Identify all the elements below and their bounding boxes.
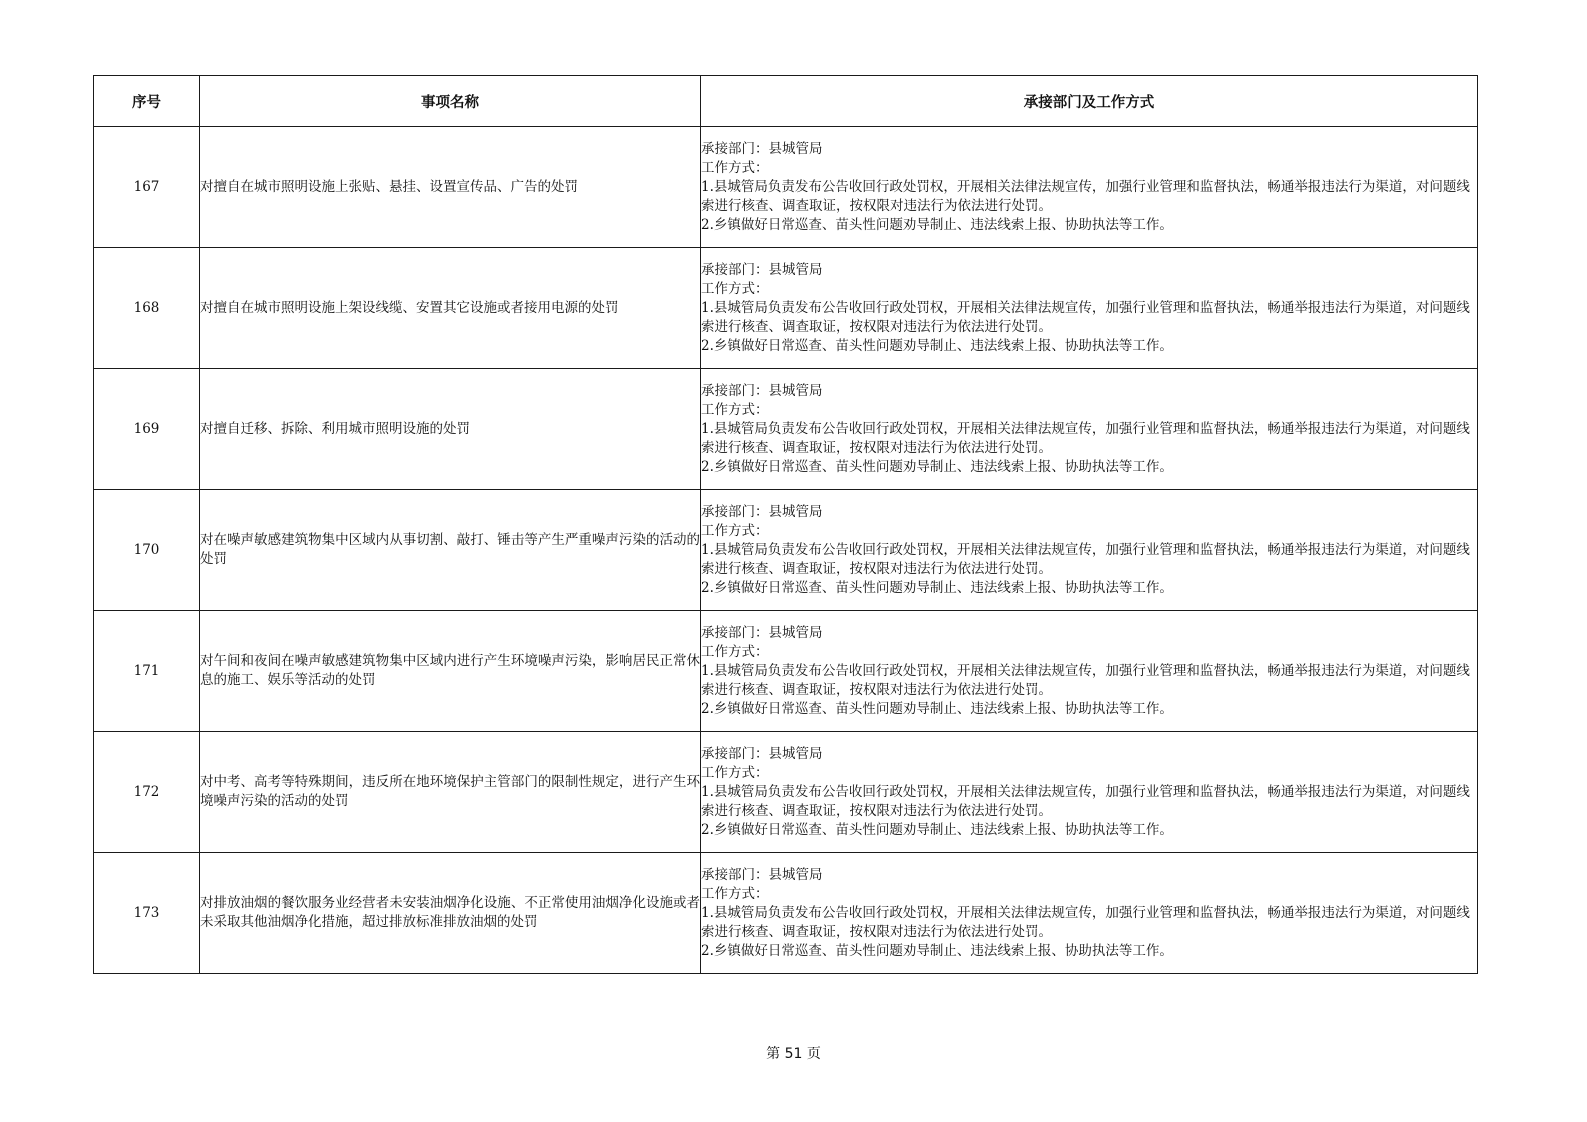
department-line: 承接部门：县城管局 — [701, 624, 823, 641]
method-label-line: 工作方式： — [701, 280, 769, 297]
serial-number-cell: 172 — [94, 732, 200, 853]
method-step-2: 2.乡镇做好日常巡查、苗头性问题劝导制止、违法线索上报、协助执法等工作。 — [701, 337, 1173, 354]
table-header-row — [94, 76, 1478, 127]
serial-number-cell: 171 — [94, 611, 200, 732]
method-step-2: 2.乡镇做好日常巡查、苗头性问题劝导制止、违法线索上报、协助执法等工作。 — [701, 942, 1173, 959]
method-step-1: 1.县城管局负责发布公告收回行政处罚权，开展相关法律法规宣传，加强行业管理和监督执法，畅通举报违法行为渠道，对问题线索进行核查、调查取证，按权限对违法行为依法进行处罚。 — [701, 662, 1470, 698]
department-method-cell — [701, 611, 1478, 732]
method-step-1: 1.县城管局负责发布公告收回行政处罚权，开展相关法律法规宣传，加强行业管理和监督执法，畅通举报违法行为渠道，对问题线索进行核查、调查取证，按权限对违法行为依法进行处罚。 — [701, 178, 1470, 214]
method-label-line: 工作方式： — [701, 401, 769, 418]
table-row — [94, 369, 1478, 490]
department-method-cell — [701, 853, 1478, 974]
table-row — [94, 490, 1478, 611]
method-step-1: 1.县城管局负责发布公告收回行政处罚权，开展相关法律法规宣传，加强行业管理和监督执法，畅通举报违法行为渠道，对问题线索进行核查、调查取证，按权限对违法行为依法进行处罚。 — [701, 541, 1470, 577]
item-name-cell: 对排放油烟的餐饮服务业经营者未安装油烟净化设施、不正常使用油烟净化设施或者未采取其他油烟净化措施，超过排放标准排放油烟的处罚 — [200, 853, 701, 974]
method-step-2: 2.乡镇做好日常巡查、苗头性问题劝导制止、违法线索上报、协助执法等工作。 — [701, 821, 1173, 838]
method-label-line: 工作方式： — [701, 643, 769, 660]
header-item-name: 事项名称 — [200, 76, 701, 127]
method-label-line: 工作方式： — [701, 764, 769, 781]
item-name-cell: 对午间和夜间在噪声敏感建筑物集中区域内进行产生环境噪声污染，影响居民正常休息的施工、娱乐等活动的处罚 — [200, 611, 701, 732]
department-line: 承接部门：县城管局 — [701, 503, 823, 520]
item-name-cell: 对中考、高考等特殊期间，违反所在地环境保护主管部门的限制性规定，进行产生环境噪声污染的活动的处罚 — [200, 732, 701, 853]
table-row — [94, 853, 1478, 974]
department-line: 承接部门：县城管局 — [701, 382, 823, 399]
method-label-line: 工作方式： — [701, 885, 769, 902]
department-method-cell — [701, 732, 1478, 853]
department-line: 承接部门：县城管局 — [701, 745, 823, 762]
serial-number-cell: 167 — [94, 127, 200, 248]
header-department-method: 承接部门及工作方式 — [701, 76, 1478, 127]
item-name-cell: 对擅自迁移、拆除、利用城市照明设施的处罚 — [200, 369, 701, 490]
item-name-cell: 对擅自在城市照明设施上张贴、悬挂、设置宣传品、广告的处罚 — [200, 127, 701, 248]
table-row — [94, 611, 1478, 732]
method-step-2: 2.乡镇做好日常巡查、苗头性问题劝导制止、违法线索上报、协助执法等工作。 — [701, 216, 1173, 233]
table-row — [94, 248, 1478, 369]
method-step-1: 1.县城管局负责发布公告收回行政处罚权，开展相关法律法规宣传，加强行业管理和监督执法，畅通举报违法行为渠道，对问题线索进行核查、调查取证，按权限对违法行为依法进行处罚。 — [701, 420, 1470, 456]
method-step-1: 1.县城管局负责发布公告收回行政处罚权，开展相关法律法规宣传，加强行业管理和监督执法，畅通举报违法行为渠道，对问题线索进行核查、调查取证，按权限对违法行为依法进行处罚。 — [701, 783, 1470, 819]
method-label-line: 工作方式： — [701, 522, 769, 539]
page-number: 第 51 页 — [766, 1046, 821, 1062]
method-step-2: 2.乡镇做好日常巡查、苗头性问题劝导制止、违法线索上报、协助执法等工作。 — [701, 579, 1173, 596]
method-label-line: 工作方式： — [701, 159, 769, 176]
department-method-cell — [701, 369, 1478, 490]
table-body — [94, 127, 1478, 974]
table-row — [94, 732, 1478, 853]
department-line: 承接部门：县城管局 — [701, 866, 823, 883]
department-line: 承接部门：县城管局 — [701, 140, 823, 157]
header-serial-number: 序号 — [94, 76, 200, 127]
item-name-cell: 对在噪声敏感建筑物集中区域内从事切割、敲打、锤击等产生严重噪声污染的活动的处罚 — [200, 490, 701, 611]
items-table — [93, 75, 1478, 974]
item-name-cell: 对擅自在城市照明设施上架设线缆、安置其它设施或者接用电源的处罚 — [200, 248, 701, 369]
method-step-2: 2.乡镇做好日常巡查、苗头性问题劝导制止、违法线索上报、协助执法等工作。 — [701, 458, 1173, 475]
department-line: 承接部门：县城管局 — [701, 261, 823, 278]
department-method-cell — [701, 248, 1478, 369]
department-method-cell — [701, 127, 1478, 248]
method-step-1: 1.县城管局负责发布公告收回行政处罚权，开展相关法律法规宣传，加强行业管理和监督执法，畅通举报违法行为渠道，对问题线索进行核查、调查取证，按权限对违法行为依法进行处罚。 — [701, 904, 1470, 940]
method-step-1: 1.县城管局负责发布公告收回行政处罚权，开展相关法律法规宣传，加强行业管理和监督执法，畅通举报违法行为渠道，对问题线索进行核查、调查取证，按权限对违法行为依法进行处罚。 — [701, 299, 1470, 335]
department-method-cell — [701, 490, 1478, 611]
serial-number-cell: 173 — [94, 853, 200, 974]
serial-number-cell: 170 — [94, 490, 200, 611]
serial-number-cell: 168 — [94, 248, 200, 369]
serial-number-cell: 169 — [94, 369, 200, 490]
method-step-2: 2.乡镇做好日常巡查、苗头性问题劝导制止、违法线索上报、协助执法等工作。 — [701, 700, 1173, 717]
table-row — [94, 127, 1478, 248]
